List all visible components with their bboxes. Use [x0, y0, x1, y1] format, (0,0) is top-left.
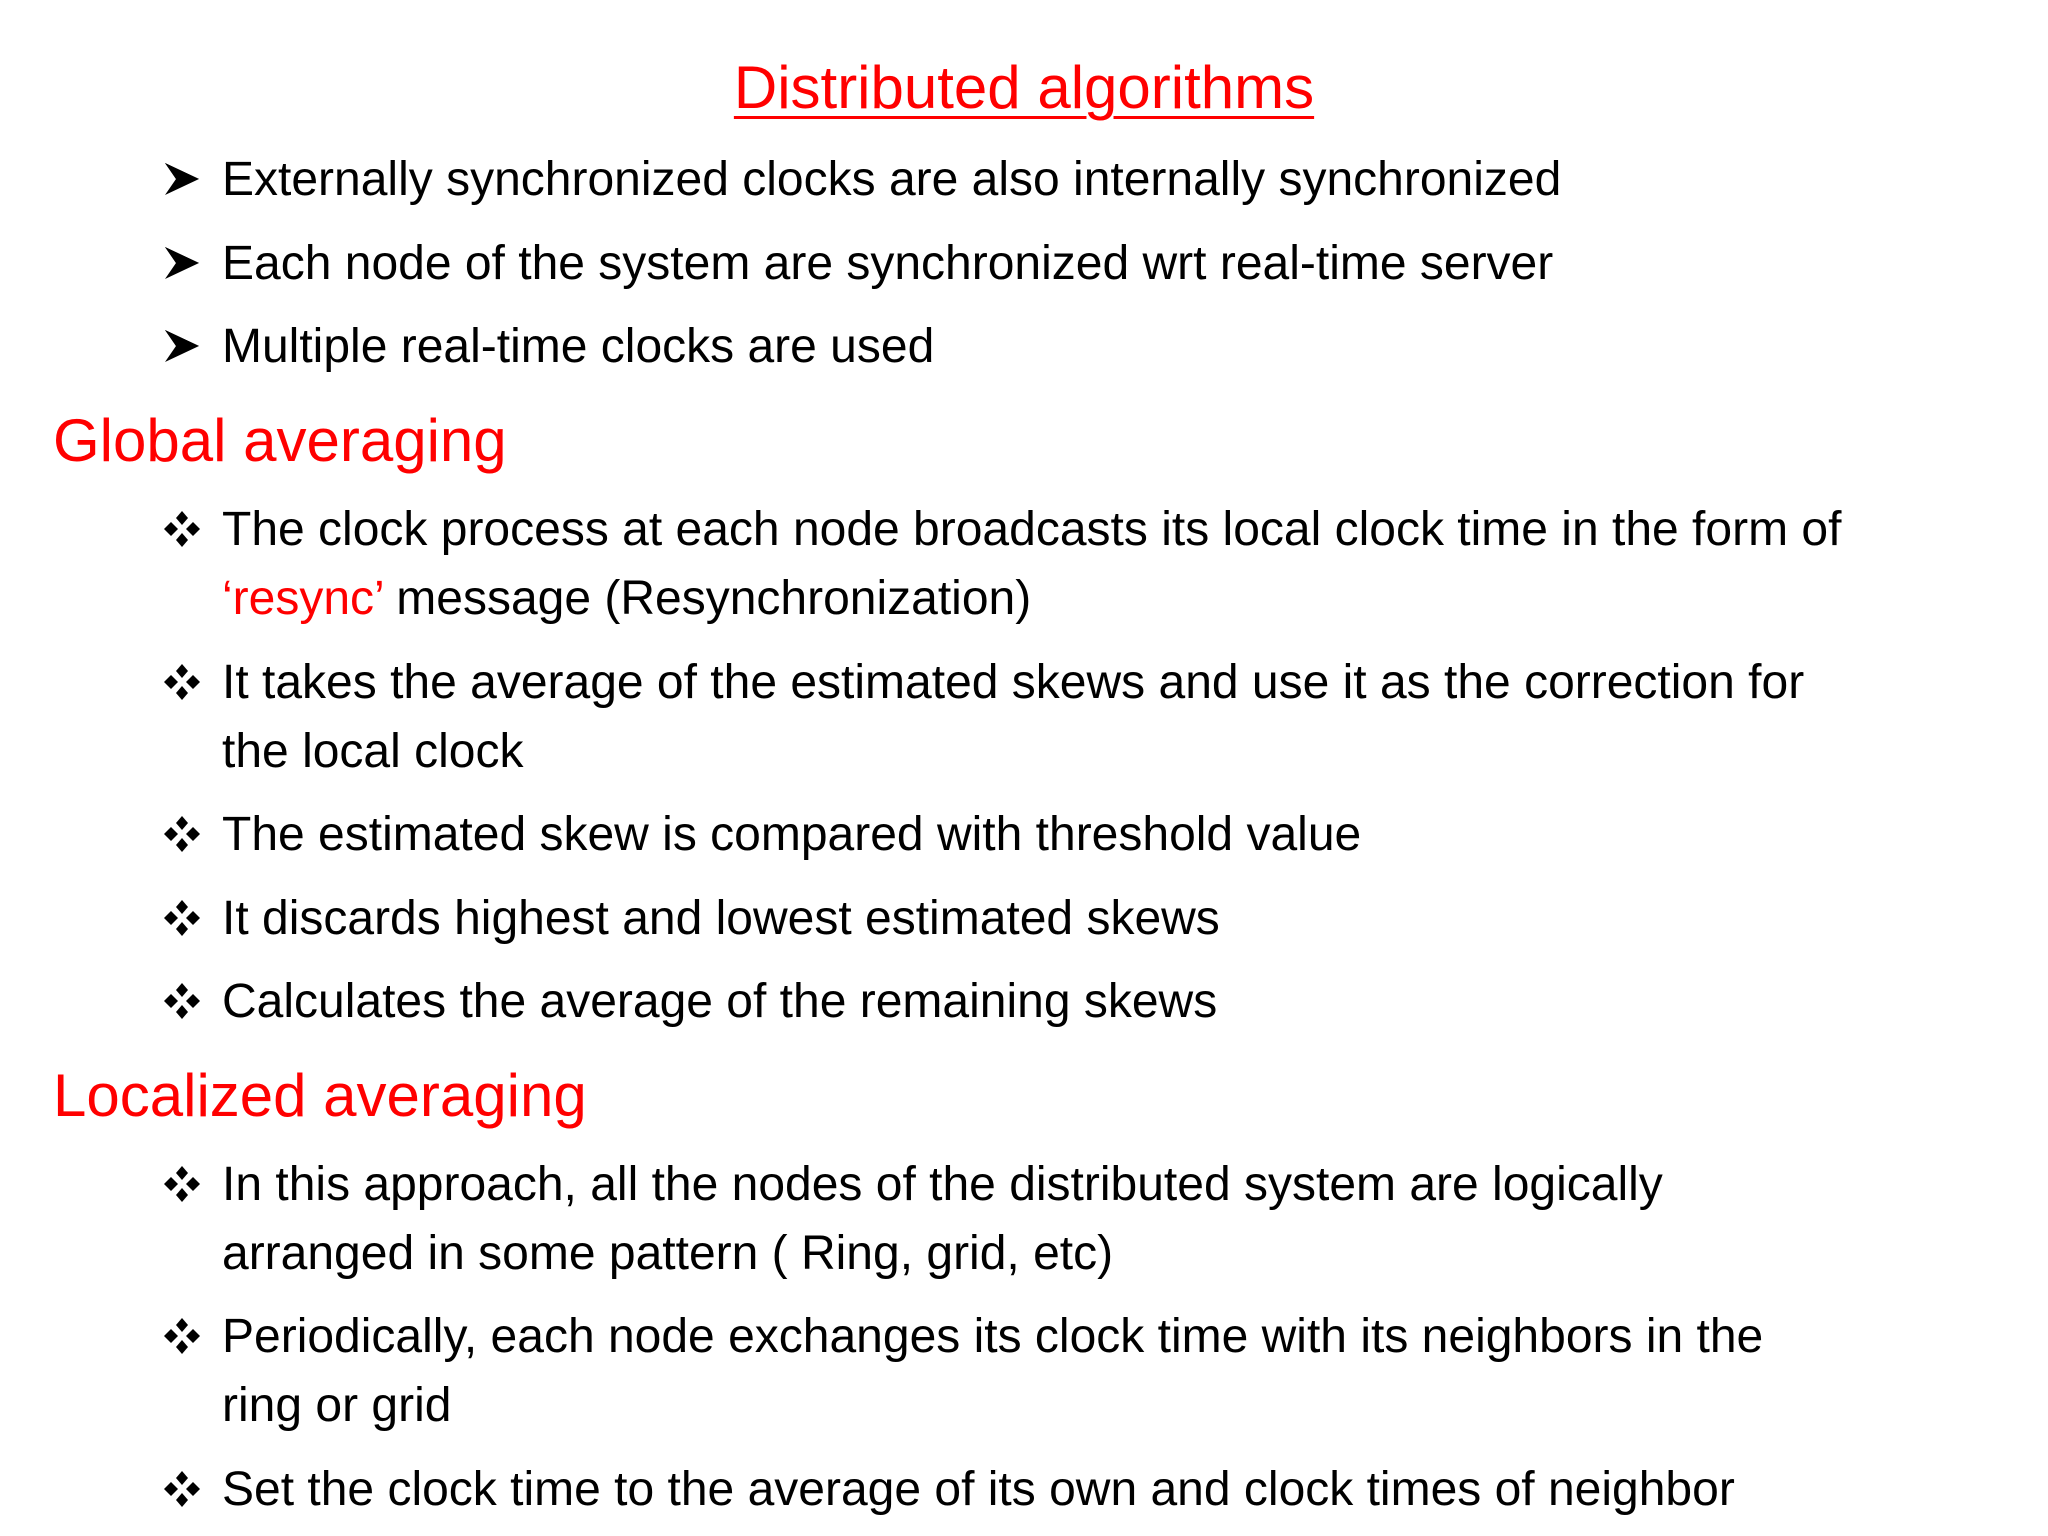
global-item-3	[222, 800, 2022, 869]
global-item-1	[222, 495, 2022, 633]
intro-item-1	[222, 145, 2022, 214]
item-line	[222, 564, 2022, 633]
item-line-rest: message (Resynchronization)	[382, 572, 1032, 625]
four-diamond-bullet-icon	[162, 1455, 212, 1524]
global-item-5	[222, 967, 2022, 1036]
item-line: The clock process at each node broadcasts its local clock time in the form of	[222, 503, 1842, 556]
local-item-3	[222, 1455, 2022, 1524]
intro-item-text: Multiple real-time clocks are used	[222, 320, 935, 373]
intro-item-text: Each node of the system are synchronized wrt real-time server	[222, 237, 1554, 290]
arrowhead-bullet-icon	[162, 145, 212, 214]
intro-item-text: Externally synchronized clocks are also internally synchronized	[222, 153, 1562, 206]
arrowhead-bullet-icon	[162, 229, 212, 298]
global-item-2	[222, 648, 2022, 786]
section-heading-localized: Localized averaging	[53, 1062, 587, 1129]
section-heading-global: Global averaging	[53, 407, 507, 474]
global-item-4	[222, 884, 2022, 953]
local-item-1	[222, 1150, 2022, 1288]
resync-highlight: ‘resync’	[222, 572, 383, 625]
four-diamond-bullet-icon	[162, 1150, 212, 1219]
four-diamond-bullet-icon	[162, 1302, 212, 1371]
four-diamond-bullet-icon	[162, 648, 212, 717]
intro-item-3	[222, 312, 2022, 381]
item-line: the local clock	[222, 725, 524, 778]
intro-item-2	[222, 229, 2022, 298]
item-line: It takes the average of the estimated skews and use it as the correction for	[222, 656, 1805, 709]
item-line: Periodically, each node exchanges its clock time with its neighbors in the	[222, 1310, 1764, 1363]
item-line: In this approach, all the nodes of the distributed system are logically	[222, 1158, 1663, 1211]
four-diamond-bullet-icon	[162, 800, 212, 869]
item-line: Calculates the average of the remaining skews	[222, 975, 1218, 1028]
local-item-2	[222, 1302, 2022, 1440]
arrowhead-bullet-icon	[162, 312, 212, 381]
four-diamond-bullet-icon	[162, 495, 212, 564]
slide-title: Distributed algorithms	[733, 54, 1315, 121]
item-line: It discards highest and lowest estimated skews	[222, 892, 1220, 945]
item-line: Set the clock time to the average of its own and clock times of neighbor	[222, 1463, 1735, 1516]
four-diamond-bullet-icon	[162, 967, 212, 1036]
item-line: arranged in some pattern ( Ring, grid, etc)	[222, 1227, 1114, 1280]
item-line: The estimated skew is compared with threshold value	[222, 808, 1362, 861]
four-diamond-bullet-icon	[162, 884, 212, 953]
item-line: ring or grid	[222, 1379, 452, 1432]
